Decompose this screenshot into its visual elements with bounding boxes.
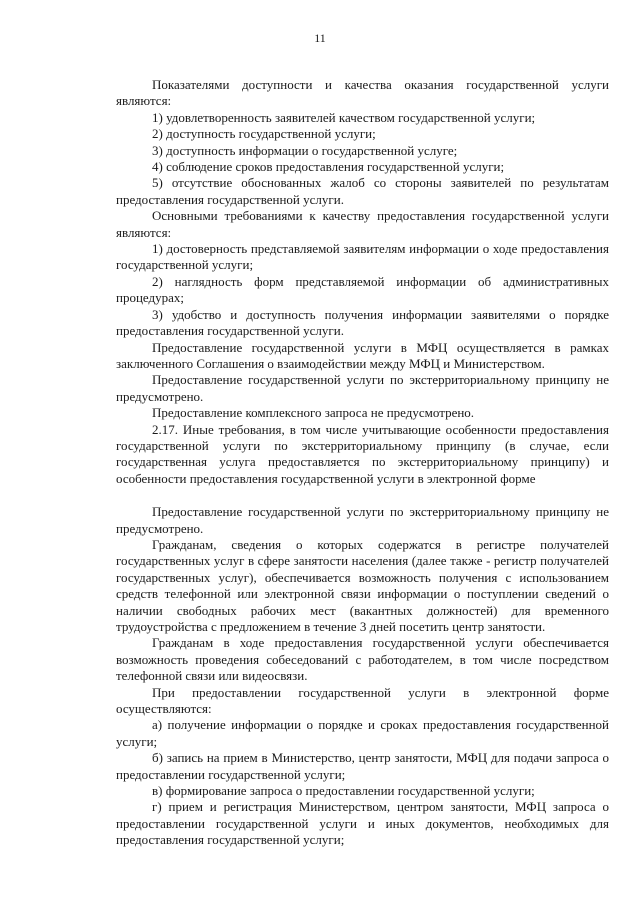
paragraph: Предоставление государственной услуги по экстерриториальному принципу не предусмотрено. [116, 504, 609, 536]
list-item: 3) доступность информации о государственной услуге; [152, 142, 458, 158]
list-item: 3) удобство и доступность получения информации заявителями о порядке предоставления государственной услуги. [116, 306, 609, 339]
paragraph: Показателями доступности и качества оказания государственной услуги являются: [116, 77, 609, 109]
list-item: б) запись на прием в Министерство, центр занятости, МФЦ для подачи запроса о предоставлении государственной услуги; [116, 750, 609, 782]
paragraph: Гражданам в ходе предоставления государственной услуги обеспечивается возможность проведения собеседований с работодателем, в том числе посредством телефонной связи или видеосвязи. [116, 635, 609, 684]
document-body [116, 77, 609, 849]
paragraph: 2.17. Иные требования, в том числе учитывающие особенности предоставления государственной услуги по экстерриториальному принципу (в случае, если государственная услуга предоставляется по экстерриториальному принципу) и особенности предоставления государственной услуги в электронной форме [116, 421, 609, 486]
list-item: 1) достоверность представляемой заявителям информации о ходе предоставления государственной услуги; [116, 241, 609, 273]
paragraph: Предоставление комплексного запроса не предусмотрено. [152, 405, 475, 421]
paragraph: Предоставление государственной услуги в МФЦ осуществляется в рамках заключенного Соглашения о взаимодействии между МФЦ и Министерством. [116, 339, 609, 371]
paragraph: При предоставлении государственной услуги в электронной форме осуществляются: [116, 684, 609, 717]
list-item: в) формирование запроса о предоставлении государственной услуги; [152, 783, 535, 799]
list-item: 5) отсутствие обоснованных жалоб со стороны заявителей по результатам предоставления государственной услуги. [116, 175, 609, 207]
list-item: 2) доступность государственной услуги; [152, 126, 376, 142]
list-item: 4) соблюдение сроков предоставления государственной услуги; [152, 159, 505, 175]
list-item: 1) удовлетворенность заявителей качеством государственной услуги; [152, 109, 536, 125]
list-item: 2) наглядность форм представляемой информации об административных процедурах; [116, 273, 609, 306]
paragraph: Предоставление государственной услуги по экстерриториальному принципу не предусмотрено. [116, 372, 609, 404]
list-item: а) получение информации о порядке и сроках предоставления государственной услуги; [116, 717, 609, 749]
paragraph: Основными требованиями к качеству предоставления государственной услуги являются: [116, 208, 609, 240]
paragraph: Гражданам, сведения о которых содержатся в регистре получателей государственных услуг в сфере занятости населения (далее также - регистр получателей государственных услуг), обеспечивается возможность получения с использованием средств телефонной или электронной связи информации о поступлении сведений о наличии свободных рабочих мест (вакантных должностей) для временного трудоустройства с предложением в течение 3 дней посетить центр занятости. [116, 536, 609, 634]
list-item: г) прием и регистрация Министерством, центром занятости, МФЦ запроса о предоставлении государственной услуги и иных документов, необходимых для предоставления государственной услуги; [116, 799, 609, 848]
page-number: 11 [314, 31, 326, 45]
